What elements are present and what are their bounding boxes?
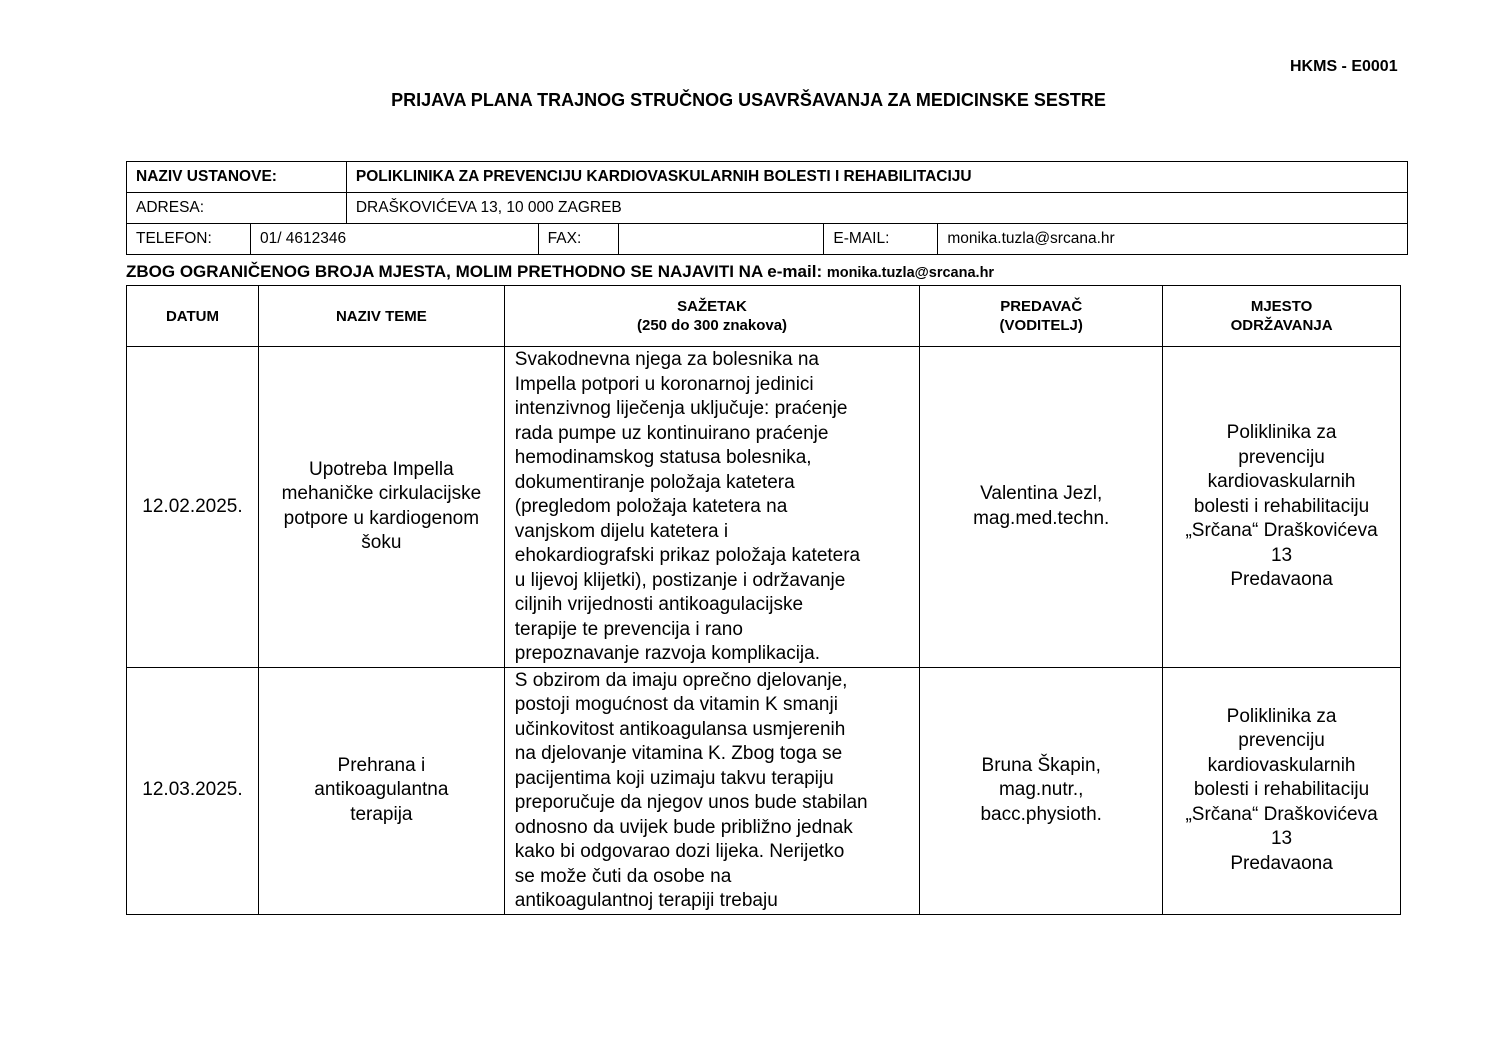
summary-header-title: SAŽETAK xyxy=(677,298,747,315)
row-topic xyxy=(258,347,504,668)
institution-name-row xyxy=(127,162,1408,193)
institution-name-value: POLIKLINIKA ZA PREVENCIJU KARDIOVASKULARNIH BOLESTI I REHABILITACIJU xyxy=(346,162,1407,193)
row-lecturer xyxy=(920,347,1163,668)
location-header-text: MJESTO ODRŽAVANJA xyxy=(1230,298,1333,334)
address-value: DRAŠKOVIĆEVA 13, 10 000 ZAGREB xyxy=(346,193,1407,224)
row-topic-text: Prehrana i antikoagulantna terapija xyxy=(314,754,449,825)
column-header-location xyxy=(1163,286,1401,347)
column-header-topic: NAZIV TEME xyxy=(258,286,504,347)
institution-name-label: NAZIV USTANOVE: xyxy=(127,162,347,193)
column-header-lecturer xyxy=(920,286,1163,347)
row-lecturer xyxy=(920,667,1163,914)
table-header-row xyxy=(127,286,1401,347)
row-summary xyxy=(504,347,920,668)
row-summary-text: Svakodnevna njega za bolesnika na Impella potpori u koronarnoj jedinici intenzivnog liječenja uključuje: praćenje rada pumpe uz kontinuirano praćenje hemodinamskog statusa bolesnika, dokumentiranje položaja katetera (pregledom položaja katetera na vanjskom dijelu katetera i ehokardiografski prikaz položaja katetera u lijevoj klijetki), postizanje i održavanje ciljnih vrijednosti antikoagulacijske terapije te prevencija i rano prepoznavanje razvoja komplikacija. xyxy=(514,349,861,664)
fax-value xyxy=(618,224,824,255)
fax-label: FAX: xyxy=(538,224,618,255)
address-label: ADRESA: xyxy=(127,193,347,224)
row-topic xyxy=(258,667,504,914)
notice-text: ZBOG OGRANIČENOG BROJA MJESTA, MOLIM PRETHODNO SE NAJAVITI NA e-mail: xyxy=(126,262,827,281)
row-date: 12.02.2025. xyxy=(127,347,259,668)
row-location xyxy=(1163,667,1401,914)
phone-value: 01/ 4612346 xyxy=(250,224,538,255)
row-lecturer-text: Valentina Jezl, mag.med.techn. xyxy=(973,483,1110,529)
email-value: monika.tuzla@srcana.hr xyxy=(938,224,1408,255)
row-date: 12.03.2025. xyxy=(127,667,259,914)
column-header-date: DATUM xyxy=(127,286,259,347)
column-header-summary xyxy=(504,286,920,347)
contact-row xyxy=(127,224,1408,255)
page-title: PRIJAVA PLANA TRAJNOG STRUČNOG USAVRŠAVANJA ZA MEDICINSKE SESTRE xyxy=(391,90,1106,110)
table-row xyxy=(127,347,1401,668)
notice-email: monika.tuzla@srcana.hr xyxy=(826,265,995,281)
row-location-text: Poliklinika za prevenciju kardiovaskularnih bolesti i rehabilitaciju „Srčana“ Draškovićeva 13 Predavaona xyxy=(1185,422,1378,590)
summary-header-note: (250 do 300 znakova) xyxy=(636,317,788,334)
table-row xyxy=(127,667,1401,914)
row-location-text: Poliklinika za prevenciju kardiovaskularnih bolesti i rehabilitaciju „Srčana“ Draškovićeva 13 Predavaona xyxy=(1185,705,1378,874)
lecturer-header-text: PREDAVAČ (VODITELJ) xyxy=(999,298,1083,334)
reservation-notice xyxy=(126,262,1426,282)
row-location xyxy=(1163,347,1401,668)
row-summary-text: S obzirom da imaju oprečno djelovanje, postoji mogućnost da vitamin K smanji učinkovitost antikoagulansa usmjerenih na djelovanje vitamina K. Zbog toga se pacijentima koji uzimaju takvu terapiju preporučuje da njegov unos bude stabilan odnosno da uvijek bude približno jednak kako bi odgovarao dozi lijeka. Nerijetko se može čuti da osobe na antikoagulantnoj terapiji trebaju xyxy=(514,669,868,911)
phone-label: TELEFON: xyxy=(127,224,251,255)
form-code: HKMS - E0001 xyxy=(1290,58,1398,75)
row-lecturer-text: Bruna Škapin, mag.nutr., bacc.physioth. xyxy=(980,754,1102,825)
institution-info-table xyxy=(126,161,1408,255)
row-summary xyxy=(504,667,920,914)
row-topic-text: Upotreba Impella mehaničke cirkulacijske potpore u kardiogenom šoku xyxy=(281,458,482,554)
education-plan-table xyxy=(126,285,1401,915)
email-label: E-MAIL: xyxy=(824,224,938,255)
address-row xyxy=(127,193,1408,224)
